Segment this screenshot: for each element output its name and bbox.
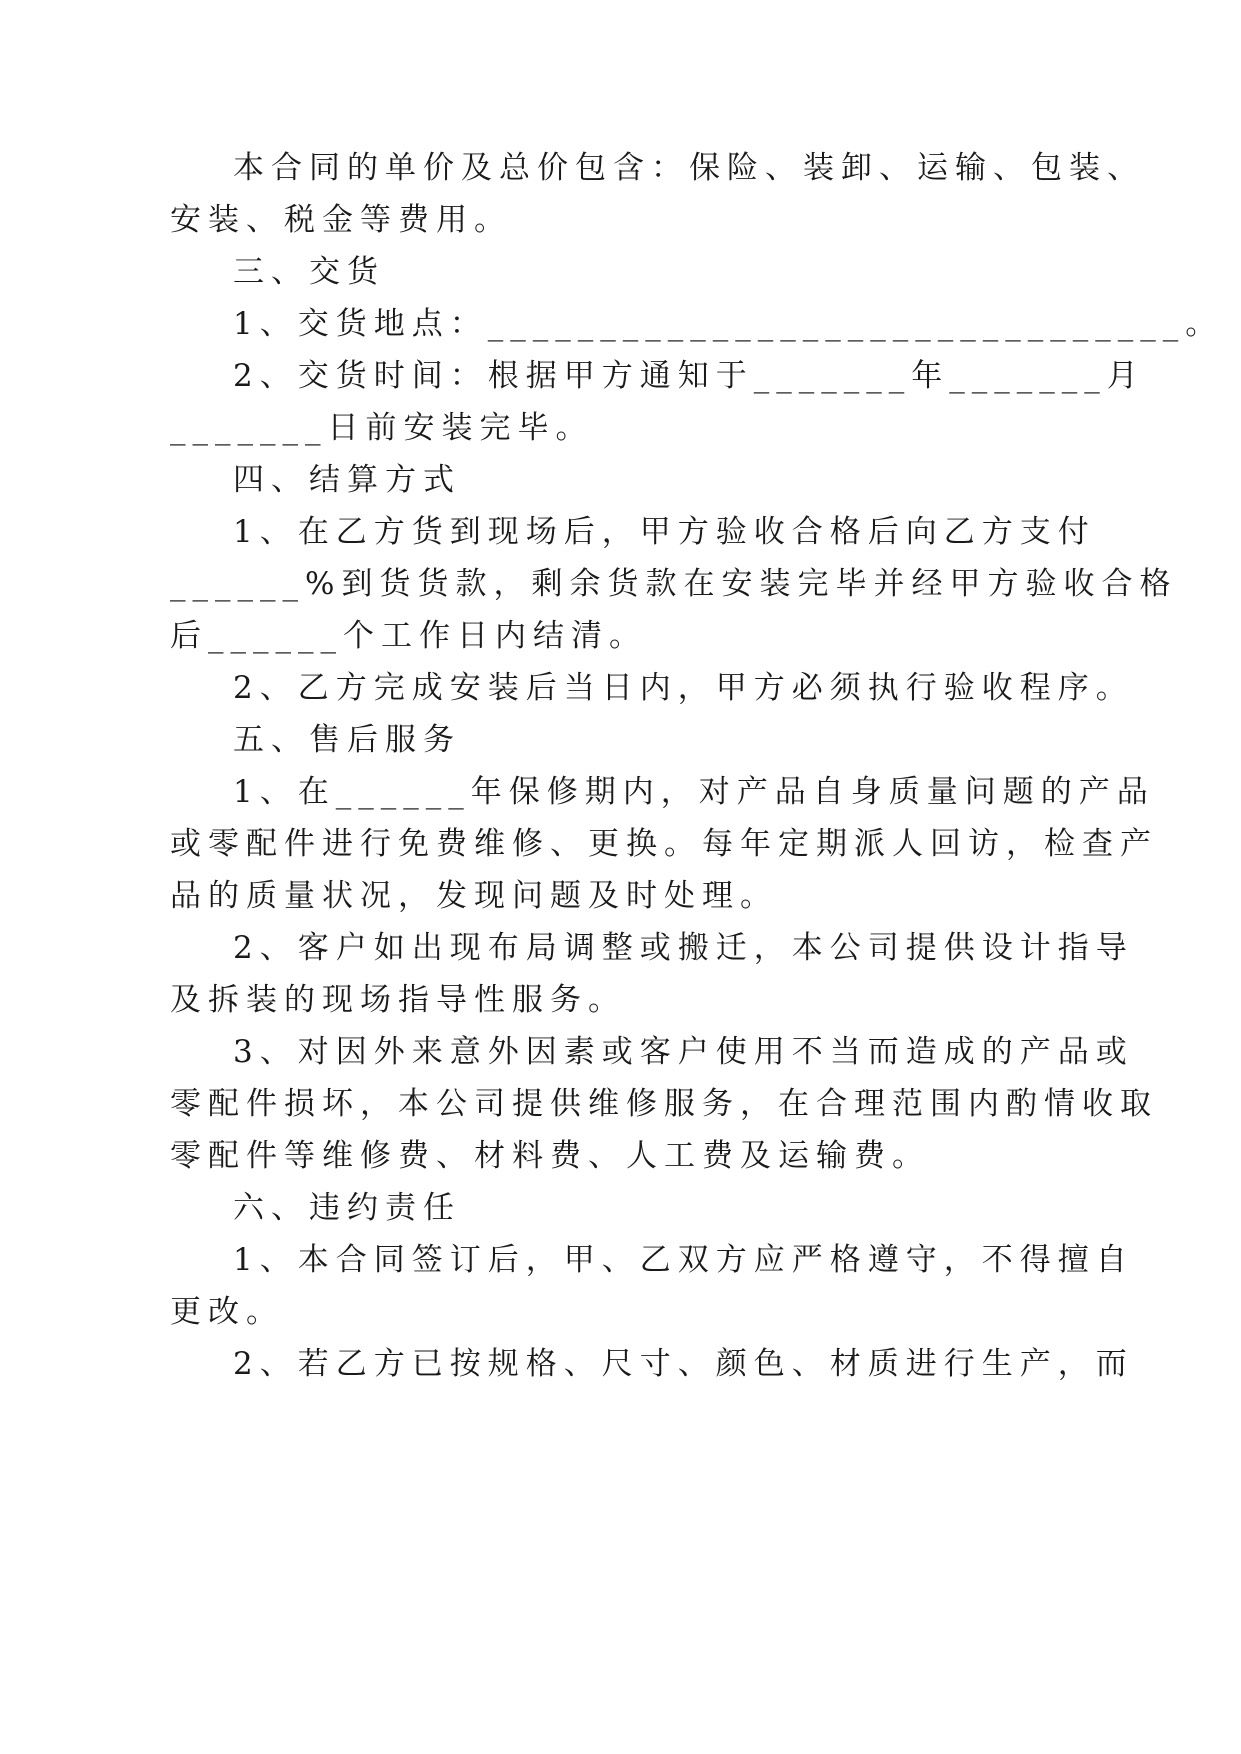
paragraph-line: 本合同的单价及总价包含：保险、装卸、运输、包装、 (233, 150, 1145, 186)
paragraph-line: 2、客户如出现布局调整或搬迁，本公司提供设计指导 (233, 930, 1134, 966)
paragraph-line: 更改。 (170, 1294, 284, 1330)
section-heading: 三、交货 (233, 254, 385, 290)
paragraph-line: 1、在乙方货到现场后，甲方验收合格后向乙方支付 (233, 514, 1096, 550)
section-heading: 四、结算方式 (233, 462, 461, 498)
paragraph-line: 1、本合同签订后，甲、乙双方应严格遵守，不得擅自 (233, 1242, 1134, 1278)
paragraph-line: 零配件损坏，本公司提供维修服务，在合理范围内酌情收取 (170, 1086, 1158, 1122)
section-heading: 五、售后服务 (233, 722, 461, 758)
paragraph-line: 及拆装的现场指导性服务。 (170, 982, 626, 1018)
paragraph-line: 或零配件进行免费维修、更换。每年定期派人回访，检查产 (170, 826, 1158, 862)
paragraph-line: 1、在______年保修期内，对产品自身质量问题的产品 (233, 774, 1155, 810)
paragraph-line: ______%到货货款，剩余货款在安装完毕并经甲方验收合格 (170, 566, 1178, 602)
paragraph-line: 2、若乙方已按规格、尺寸、颜色、材质进行生产，而 (233, 1346, 1134, 1382)
paragraph-line: 3、对因外来意外因素或客户使用不当而造成的产品或 (233, 1034, 1134, 1070)
paragraph-line: 安装、税金等费用。 (170, 202, 512, 238)
paragraph-line: 品的质量状况，发现问题及时处理。 (170, 878, 778, 914)
paragraph-line: 零配件等维修费、材料费、人工费及运输费。 (170, 1138, 930, 1174)
paragraph-line: 2、交货时间：根据甲方通知于_______年_______月 (233, 358, 1145, 394)
paragraph-line: 2、乙方完成安装后当日内，甲方必须执行验收程序。 (233, 670, 1134, 706)
section-heading: 六、违约责任 (233, 1190, 461, 1226)
paragraph-line: 后______个工作日内结清。 (170, 618, 647, 654)
paragraph-line: _______日前安装完毕。 (170, 410, 594, 446)
paragraph-line: 1、交货地点：_______________________________。 (233, 306, 1224, 342)
